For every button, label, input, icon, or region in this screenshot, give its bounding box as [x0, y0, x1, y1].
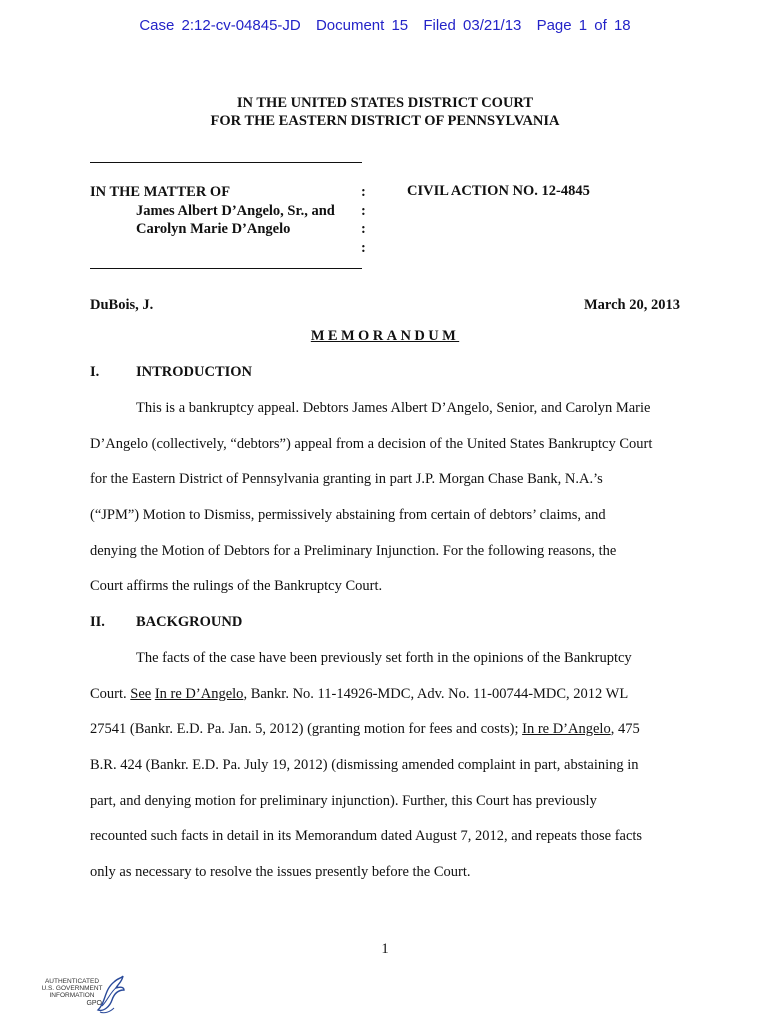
- section-heading-background: [90, 614, 242, 631]
- paragraph-line: The facts of the case have been previously set forth in the opinions of the Bankruptcy: [136, 650, 632, 666]
- seal-line: GPO: [86, 999, 102, 1007]
- introduction-paragraph: [90, 400, 690, 614]
- paragraph-line: [90, 721, 690, 757]
- paragraph-line: recounted such facts in detail in its Memorandum dated August 7, 2012, and repeats those facts: [90, 828, 643, 845]
- paragraph-line: for the Eastern District of Pennsylvania granting in part J.P. Morgan Chase Bank, N.A.’s: [90, 471, 603, 488]
- memorandum-title: MEMORANDUM: [310, 328, 460, 344]
- civil-action-number: CIVIL ACTION NO. 12-4845: [407, 183, 590, 199]
- case-citation: In re D’Angelo: [522, 721, 611, 738]
- section-number: I.: [90, 364, 100, 380]
- filed-date: Filed 03/21/13: [423, 17, 522, 34]
- court-heading: [0, 94, 770, 130]
- opinion-date: March 20, 2013: [584, 297, 680, 313]
- text-run: 27541 (Bankr. E.D. Pa. Jan. 5, 2012) (granting motion for fees and costs);: [90, 721, 523, 738]
- section-title: INTRODUCTION: [136, 364, 253, 380]
- gpo-authentication-seal: [40, 972, 140, 1018]
- colon: :: [361, 202, 366, 219]
- party-2: Carolyn Marie D’Angelo: [136, 221, 291, 237]
- caption-colons: [361, 183, 366, 257]
- paragraph-line: denying the Motion of Debtors for a Preliminary Injunction. For the following reasons, the: [90, 542, 617, 559]
- text-run: , Bankr. No. 11-14926-MDC, Adv. No. 11-00744-MDC, 2012 WL: [243, 685, 629, 702]
- seal-line: AUTHENTICATED: [44, 978, 100, 985]
- paragraph-line: This is a bankruptcy appeal. Debtors James Albert D’Angelo, Senior, and Carolyn Marie: [136, 400, 651, 416]
- caption-top-rule: [90, 162, 362, 163]
- paragraph-line: [90, 686, 690, 722]
- judge-name: DuBois, J.: [90, 297, 154, 313]
- case-citation: In re D’Angelo: [154, 685, 244, 702]
- eagle-icon: [92, 972, 126, 1018]
- signal-see: See: [130, 685, 152, 702]
- caption-parties: [90, 183, 335, 239]
- seal-line: INFORMATION: [49, 992, 95, 1000]
- caption-bottom-rule: [90, 268, 362, 269]
- paragraph-line: Court affirms the rulings of the Bankruptcy Court.: [90, 578, 383, 595]
- seal-line: U.S. GOVERNMENT: [41, 985, 103, 993]
- ecf-header: [0, 17, 770, 34]
- paragraph-line: D’Angelo (collectively, “debtors”) appeal from a decision of the United States Bankruptcy Court: [90, 435, 653, 452]
- colon: :: [361, 184, 366, 200]
- case-number: Case 2:12-cv-04845-JD: [139, 17, 301, 34]
- paragraph-line: only as necessary to resolve the issues presently before the Court.: [90, 864, 471, 881]
- text-run: , 475: [610, 721, 640, 738]
- paragraph-line: part, and denying motion for preliminary injunction). Further, this Court has previously: [90, 792, 597, 809]
- colon: :: [361, 221, 366, 237]
- matter-label: IN THE MATTER OF: [90, 184, 231, 200]
- court-line-2: FOR THE EASTERN DISTRICT OF PENNSYLVANIA: [210, 113, 560, 129]
- party-1: James Albert D’Angelo, Sr., and: [136, 202, 335, 219]
- text-run: Court.: [90, 685, 131, 702]
- section-number: II.: [90, 614, 105, 630]
- court-line-1: IN THE UNITED STATES DISTRICT COURT: [236, 95, 534, 111]
- section-title: BACKGROUND: [136, 614, 243, 630]
- page-count: Page 1 of 18: [536, 17, 631, 34]
- paragraph-line: (“JPM”) Motion to Dismiss, permissively abstaining from certain of debtors’ claims, and: [90, 507, 606, 524]
- colon: :: [361, 239, 366, 256]
- document-number: Document 15: [315, 17, 409, 34]
- paragraph-line: B.R. 424 (Bankr. E.D. Pa. July 19, 2012) (dismissing amended complaint in part, abstaining in: [90, 757, 639, 774]
- section-heading-introduction: [90, 364, 252, 381]
- background-paragraph: [90, 650, 690, 900]
- page-number: 1: [381, 941, 389, 957]
